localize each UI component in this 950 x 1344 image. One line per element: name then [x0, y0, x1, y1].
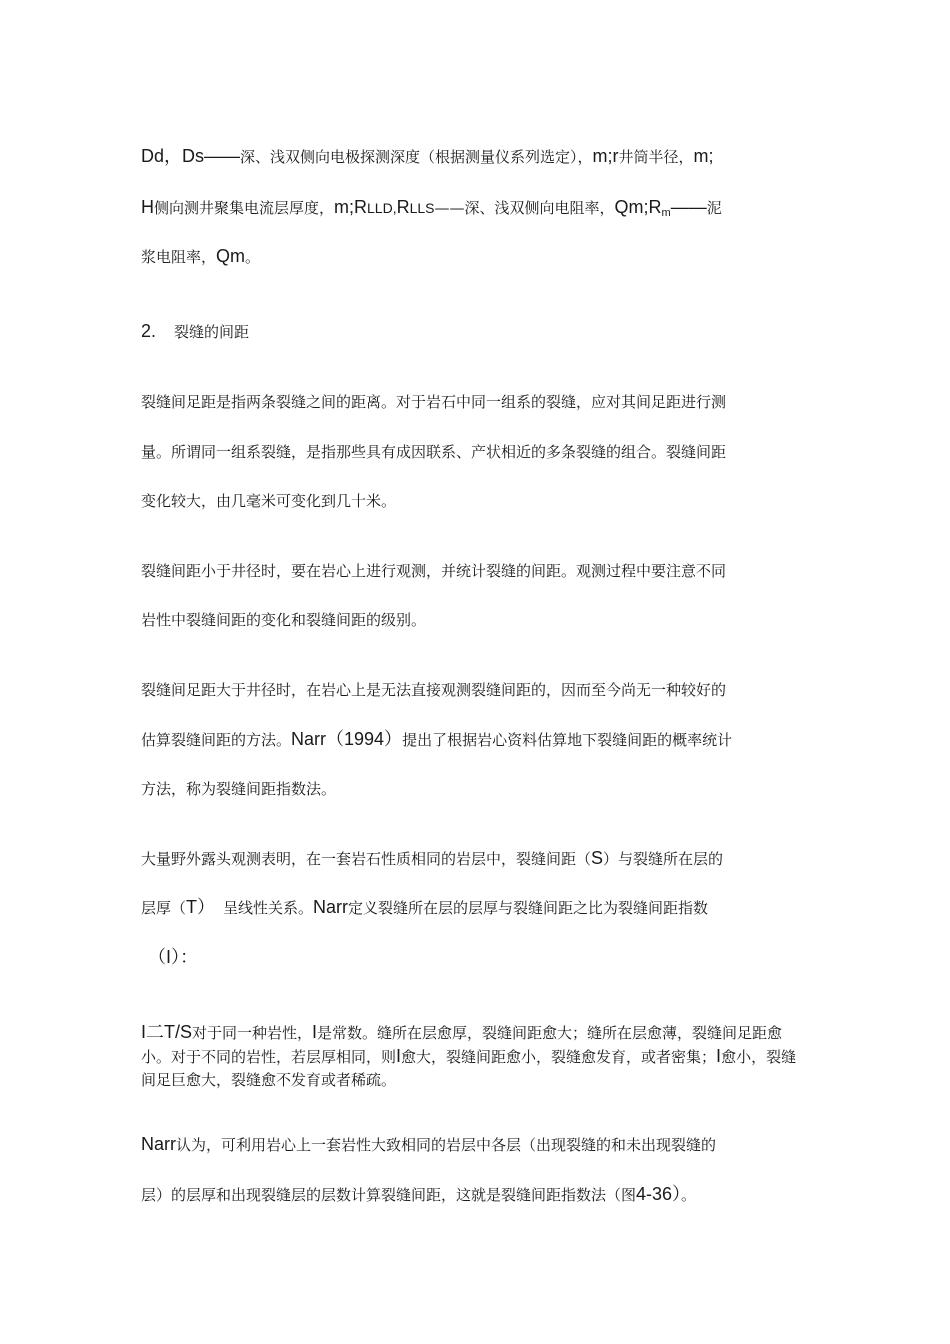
paragraph-line: 裂缝间足距大于井径时，在岩心上是无法直接观测裂缝间距的，因而至今尚无一种较好的 [141, 681, 727, 699]
paragraph-block: I二T/S对于同一种岩性，I是常数。缝所在层愈厚，裂缝间距愈大；缝所在层愈薄，裂缝间足距愈小。对于不同的岩性，若层厚相同，则I愈大，裂缝间距愈小，裂缝愈发育，或者密集；I愈小，裂缝间足巨愈大，裂缝愈不发育或者稀疏。 [141, 1022, 797, 1089]
formula-definition-line-2: H侧向测井聚集电流层厚度，m;RLLD,RLLS——深、浅双侧向电阻率，$Qm;R_m——$泥 [141, 197, 722, 219]
paragraph-line: 层厚（T） 呈线性关系。Narr定义裂缝所在层的层厚与裂缝间距之比为裂缝间距指数 [141, 897, 709, 917]
formula-definition-line-3: 浆电阻率，Qm。 [141, 246, 261, 266]
paragraph-line: 变化较大，由几毫米可变化到几十米。 [141, 492, 397, 510]
paragraph-line: 方法，称为裂缝间距指数法。 [141, 780, 337, 798]
paragraph-line: 裂缝间足距是指两条裂缝之间的距离。对于岩石中同一组系的裂缝，应对其间足距进行测 [141, 393, 727, 411]
paragraph-line: 大量野外露头观测表明，在一套岩石性质相同的岩层中，裂缝间距（S）与裂缝所在层的 [141, 848, 724, 868]
section-heading: 2. 裂缝的间距 [141, 321, 250, 341]
paragraph-line: 层）的层厚和出现裂缝层的层数计算裂缝间距，这就是裂缝间距指数法（图4-36）。 [141, 1184, 697, 1204]
formula-definition-line-1: Dd，Ds——深、浅双侧向电极探测深度（根据测量仪系列选定），m;r井筒半径，m; [141, 146, 714, 166]
index-symbol: （I）： [148, 947, 199, 967]
paragraph-line: 岩性中裂缝间距的变化和裂缝间距的级别。 [141, 611, 427, 629]
paragraph-line: 量。所谓同一组系裂缝，是指那些具有成因联系、产状相近的多条裂缝的组合。裂缝间距 [141, 443, 727, 461]
paragraph-line: 估算裂缝间距的方法。Narr（1994）提出了根据岩心资料估算地下裂缝间距的概率统计 [141, 729, 733, 749]
paragraph-line: Narr认为，可利用岩心上一套岩性大致相同的岩层中各层（出现裂缝的和未出现裂缝的 [141, 1134, 717, 1154]
paragraph-line: 裂缝间距小于井径时，要在岩心上进行观测，并统计裂缝的间距。观测过程中要注意不同 [141, 562, 727, 580]
